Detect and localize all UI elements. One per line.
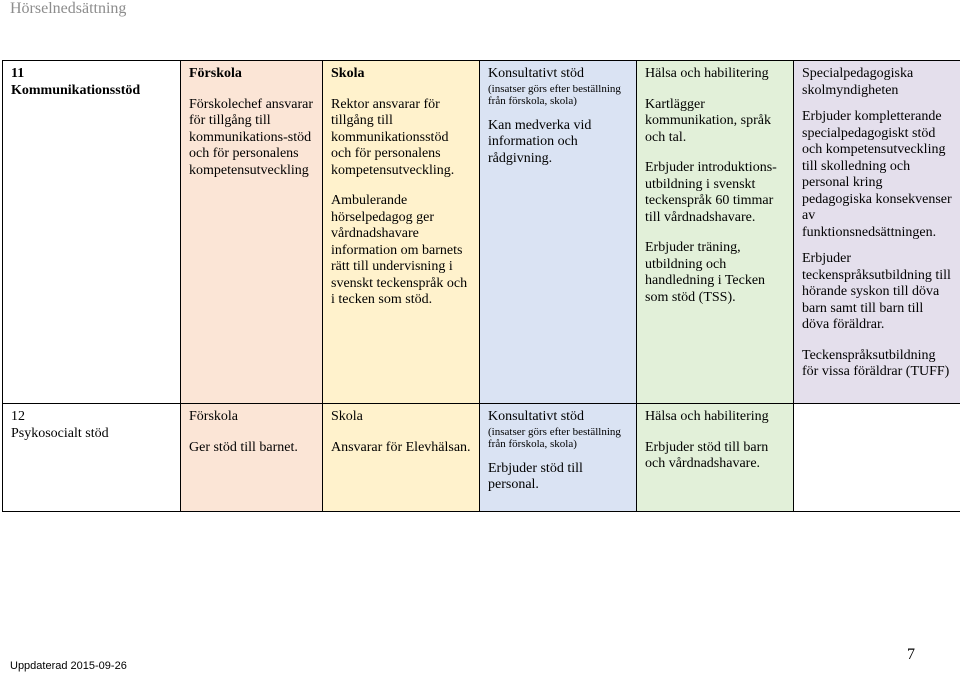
document-title: Hörselnedsättning xyxy=(10,0,127,17)
table-row-12 xyxy=(3,404,960,512)
cell-heading: Skola xyxy=(331,66,365,81)
cell-text: Erbjuder introduktions-utbildning i svenskt teckenspråk 60 timmar till vårdnadshavare. xyxy=(645,160,777,225)
row-11-skola-cell xyxy=(323,61,480,404)
row-12-forskola-cell xyxy=(181,404,323,512)
row-12-label-cell xyxy=(3,404,181,512)
cell-text: Förskolechef ansvarar för tillgång till kommunikations-stöd och för personalens kompetensutveckling xyxy=(189,96,314,178)
cell-heading: Hälsa och habilitering xyxy=(645,66,769,81)
footer-date: Uppdaterad 2015-09-26 xyxy=(10,660,127,672)
row-area: Psykosocialt stöd xyxy=(11,425,109,441)
cell-text: Teckenspråksutbildning för vissa föräldrar (TUFF) xyxy=(802,347,950,379)
cell-text: Rektor ansvarar för tillgång till kommunikationsstöd och för personalens kompetensutveckling. xyxy=(331,96,455,178)
cell-text: Ambulerande hörselpedagog ger vårdnadshavare information om barnets rätt till undervisning i svenskt teckenspråk och i tecken som stöd. xyxy=(331,193,468,307)
row-12-konsultativt-cell xyxy=(480,404,637,512)
cell-heading: Skola xyxy=(331,409,363,424)
table-row-11 xyxy=(3,61,960,404)
cell-text: Ger stöd till barnet. xyxy=(189,439,298,455)
cell-heading: Konsultativt stöd xyxy=(488,409,585,424)
row-11-label-cell xyxy=(3,61,181,404)
cell-text: Erbjuder stöd till barn och vårdnadshavare. xyxy=(645,439,769,471)
page-number: 7 xyxy=(907,646,915,663)
cell-subheading: (insatser görs efter beställning från förskola, skola) xyxy=(488,425,621,450)
row-11-halsa-cell xyxy=(637,61,794,404)
cell-text: Kartlägger kommunikation, språk och tal. xyxy=(645,96,771,145)
cell-text: Kan medverka vid information och rådgivning. xyxy=(488,117,592,166)
row-12-skola-cell xyxy=(323,404,480,512)
row-area: Kommunikationsstöd xyxy=(11,82,141,98)
cell-text: Erbjuder träning, utbildning och handledning i Tecken som stöd (TSS). xyxy=(645,240,766,305)
row-11-spec-cell xyxy=(794,61,960,404)
cell-heading: Hälsa och habilitering xyxy=(645,409,769,424)
row-11-forskola-cell xyxy=(181,61,323,404)
cell-text: Ansvarar för Elevhälsan. xyxy=(331,439,471,455)
cell-text: Erbjuder kompletterande specialpedagogiskt stöd och kompetensutveckling till skolledning och personal kring pedagogiska konsekvenser av funktionsnedsättningen. xyxy=(802,109,952,240)
cell-heading: Konsultativt stöd xyxy=(488,66,585,81)
cell-subheading: (insatser görs efter beställning från förskola, skola) xyxy=(488,82,621,107)
cell-heading: Förskola xyxy=(189,66,242,81)
row-12-empty-cell xyxy=(794,404,960,512)
row-11-konsultativt-cell xyxy=(480,61,637,404)
support-table xyxy=(2,60,960,512)
cell-heading: Förskola xyxy=(189,409,238,424)
cell-heading: Specialpedagogiska skolmyndigheten xyxy=(802,66,914,98)
row-12-halsa-cell xyxy=(637,404,794,512)
cell-text: Erbjuder teckenspråksutbildning till hörande syskon till döva barn samt till barn till döva föräldrar. xyxy=(802,251,951,332)
row-number: 12 xyxy=(11,409,25,424)
cell-text: Erbjuder stöd till personal. xyxy=(488,460,583,492)
row-number: 11 xyxy=(11,66,25,81)
